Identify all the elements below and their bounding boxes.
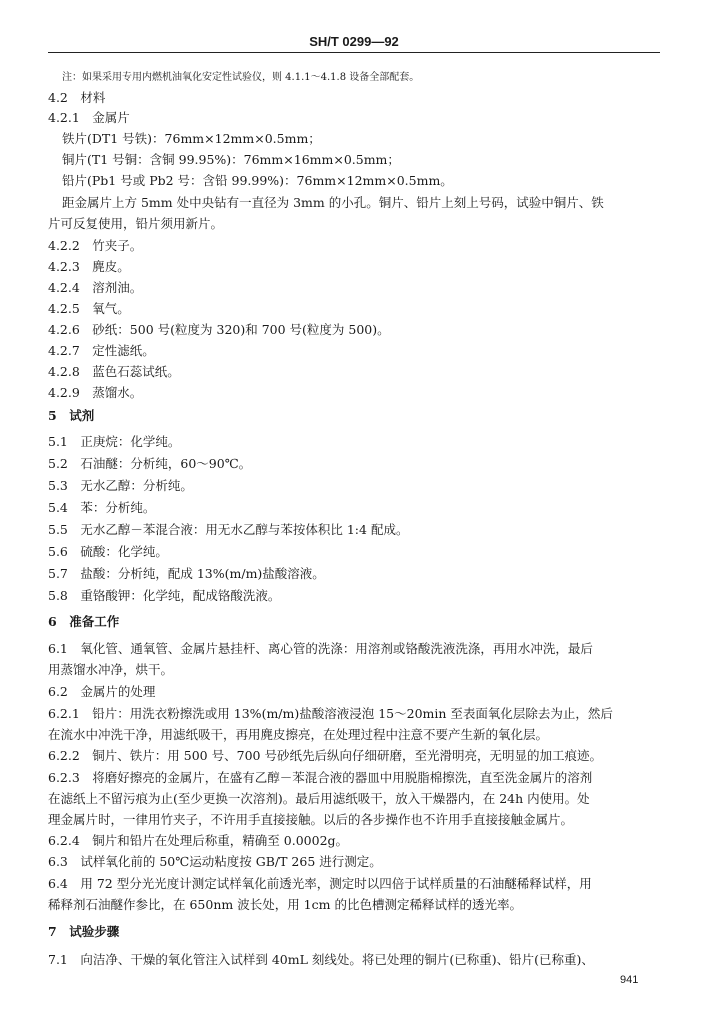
list-item: 5.7 盐酸：分析纯，配成 13%(m/m)盐酸溶液。 <box>48 566 325 581</box>
text-line: 6.2.4 铜片和铅片在处理后称重，精确至 0.0002g。 <box>48 833 349 848</box>
text-line: 铁片(DT1 号铁)：76mm×12mm×0.5mm； <box>62 131 321 146</box>
text-line: 铅片(Pb1 号或 Pb2 号：含铅 99.99%)：76mm×12mm×0.5mm。 <box>62 173 453 188</box>
list-item: 4.2.8 蓝色石蕊试纸。 <box>48 364 180 379</box>
text-line: 距金属片上方 5mm 处中央钻有一直径为 3mm 的小孔。铜片、铅片上刻上号码，试验中铜片、铁 <box>62 195 604 210</box>
header-rule <box>48 52 660 53</box>
list-item: 4.2.2 竹夹子。 <box>48 238 143 253</box>
text-line: 6.2.1 铅片：用洗衣粉擦洗或用 13%(m/m)盐酸溶液浸泡 15～20min 至表面氧化层除去为止，然后 <box>48 706 613 721</box>
note-line: 注：如果采用专用内燃机油氧化安定性试验仪，则 4.1.1～4.1.8 设备全部配套。 <box>62 72 420 83</box>
text-line: 6.2.2 铜片、铁片：用 500 号、700 号砂纸先后纵向仔细研磨，至光滑明亮，无明显的加工痕迹。 <box>48 748 602 763</box>
list-item: 4.2.6 砂纸：500 号(粒度为 320)和 700 号(粒度为 500)。 <box>48 322 390 337</box>
section-heading: 6 准备工作 <box>48 614 120 629</box>
text-line: 6.2.3 将磨好擦亮的金属片，在盛有乙醇－苯混合液的器皿中用脱脂棉擦洗，直至洗金属片的溶剂 <box>48 770 593 785</box>
text-line: 6.3 试样氧化前的 50℃运动粘度按 GB/T 265 进行测定。 <box>48 854 382 869</box>
section-heading: 7 试验步骤 <box>48 924 120 939</box>
page-header: SH/T 0299—92 <box>309 34 399 49</box>
list-item: 5.8 重铬酸钾：化学纯，配成铬酸洗液。 <box>48 588 281 603</box>
text-line: 7.1 向洁净、干燥的氧化管注入试样到 40mL 刻线处。将已处理的铜片(已称重)、铅片(已称重)、 <box>48 952 594 967</box>
list-item: 5.4 苯：分析纯。 <box>48 500 156 515</box>
section-heading: 4.2 材料 <box>48 90 106 105</box>
text-line: 片可反复使用，铅片须用新片。 <box>48 216 224 231</box>
list-item: 5.3 无水乙醇：分析纯。 <box>48 478 193 493</box>
list-item: 4.2.7 定性滤纸。 <box>48 343 155 358</box>
list-item: 4.2.9 蒸馏水。 <box>48 385 143 400</box>
text-line: 在滤纸上不留污痕为止(至少更换一次溶剂)。最后用滤纸吸干，放入干燥器内，在 24h 内使用。处 <box>48 791 590 806</box>
text-line: 稀释剂石油醚作参比，在 650nm 波长处，用 1cm 的比色槽测定稀释试样的透光率。 <box>48 897 522 912</box>
text-line: 理金属片时，一律用竹夹子，不许用手直接接触。以后的各步操作也不许用手直接接触金属片。 <box>48 812 574 827</box>
section-heading: 5 试剂 <box>48 408 95 423</box>
list-item: 5.1 正庚烷：化学纯。 <box>48 434 181 449</box>
text-line: 6.1 氧化管、通氧管、金属片悬挂杆、离心管的洗涤：用溶剂或铬酸洗液洗涤，再用水冲洗，最后 <box>48 641 593 656</box>
text-line: 在流水中冲洗干净，用滤纸吸干，再用麂皮擦亮，在处理过程中注意不要产生新的氧化层。 <box>48 727 549 742</box>
text-line: 6.4 用 72 型分光光度计测定试样氧化前透光率，测定时以四倍于试样质量的石油醚稀释试样，用 <box>48 876 592 891</box>
text-line: 铜片(T1 号铜：含铜 99.95%)：76mm×16mm×0.5mm； <box>62 152 400 167</box>
subsection-heading: 4.2.1 金属片 <box>48 110 130 125</box>
list-item: 4.2.4 溶剂油。 <box>48 280 143 295</box>
list-item: 5.5 无水乙醇－苯混合液：用无水乙醇与苯按体积比 1:4 配成。 <box>48 522 409 537</box>
list-item: 5.6 硫酸：化学纯。 <box>48 544 168 559</box>
subsection-heading: 6.2 金属片的处理 <box>48 684 156 699</box>
text-line: 用蒸馏水冲净，烘干。 <box>48 662 174 677</box>
list-item: 4.2.5 氧气。 <box>48 301 130 316</box>
list-item: 4.2.3 麂皮。 <box>48 259 130 274</box>
list-item: 5.2 石油醚：分析纯，60～90℃。 <box>48 456 252 471</box>
page-number: 941 <box>620 974 639 986</box>
